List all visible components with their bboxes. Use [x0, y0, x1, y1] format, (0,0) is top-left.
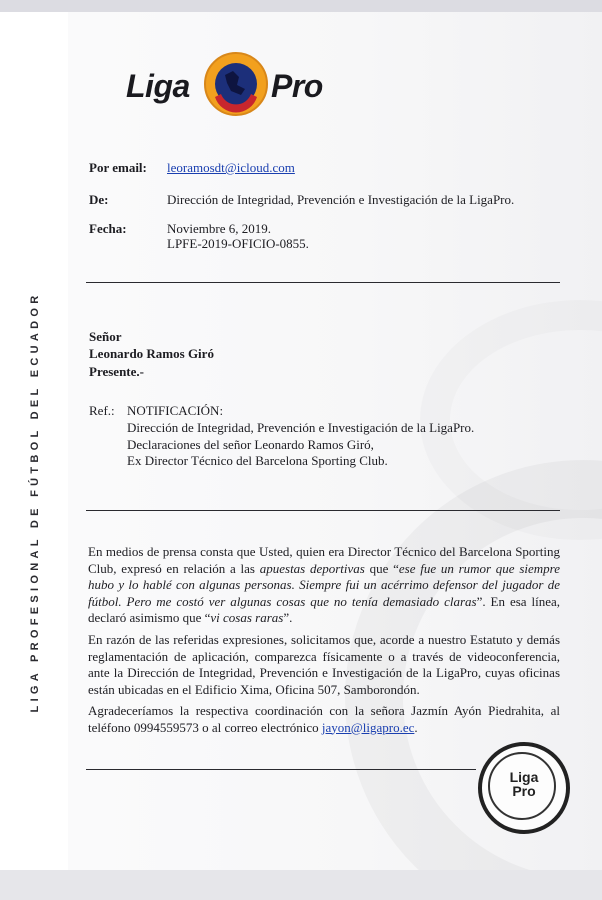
body-paragraph-1: En medios de prensa consta que Usted, quien era Director Técnico del Barcelona Sporting Club, expresó en relación a las apuestas deportivas que “ese fue un rumor que siempre hubo y lo hablé con algunas personas. Siempre fui un acérrimo defensor del jugador de fútbol. Pero me costó ver algunas cosas que no tenía demasiado claras”. En esa línea, declaró asimismo que “vi cosas raras”. [88, 544, 560, 625]
ligapro-logo [126, 48, 336, 126]
top-bar [0, 0, 602, 12]
recipient-closing: Presente.- [89, 364, 144, 379]
logo-word-pro: Pro [271, 68, 323, 104]
email-label: Por email: [89, 160, 147, 175]
divider [86, 282, 560, 283]
from-label: De: [89, 192, 109, 207]
contact-email-link[interactable]: jayon@ligapro.ec [321, 719, 415, 735]
ligapro-ball-icon [203, 51, 269, 117]
reference-line: Declaraciones del señor Leonardo Ramos Giró, [127, 437, 374, 452]
recipient-title: Señor [89, 329, 122, 344]
reference-label: Ref.: [89, 403, 115, 418]
recipient-name: Leonardo Ramos Giró [89, 346, 214, 361]
logo-word-liga: Liga [126, 68, 190, 104]
body-paragraph-3: Agradeceríamos la respectiva coordinación con la señora Jazmín Ayón Piedrahita, al teléfono 0994559573 o al correo electrónico jayon@ligapro.ec. [88, 703, 560, 735]
bottom-bar [0, 870, 602, 900]
email-link[interactable]: leoramosdt@icloud.com [167, 160, 295, 175]
sidebar-text: LIGA PROFESIONAL DE FÚTBOL DEL ECUADOR [29, 291, 41, 713]
reference-line: NOTIFICACIÓN: [127, 403, 224, 418]
divider [86, 510, 560, 511]
reference-line: Ex Director Técnico del Barcelona Sporting Club. [127, 453, 388, 468]
stamp-text: Liga Pro [509, 769, 539, 799]
ligapro-stamp [478, 742, 570, 834]
office-code: LPFE-2019-OFICIO-0855. [167, 236, 309, 251]
date-value: Noviembre 6, 2019. [167, 221, 271, 236]
signature-line [86, 769, 476, 770]
body-paragraph-2: En razón de las referidas expresiones, solicitamos que, acorde a nuestro Estatuto y demás reglamentación de aplicación, comparezca físicamente o a través de videoconferencia, ante la Dirección de Integridad, Prevención e Investigación de la LigaPro, cuyas oficinas están ubicadas en el Edificio Xima, Oficina 507, Samborondón. [88, 632, 560, 697]
letterhead-sidebar [0, 12, 68, 870]
date-label: Fecha: [89, 221, 127, 236]
reference-line: Dirección de Integridad, Prevención e Investigación de la LigaPro. [127, 420, 475, 435]
from-value: Dirección de Integridad, Prevención e Investigación de la LigaPro. [167, 192, 515, 207]
